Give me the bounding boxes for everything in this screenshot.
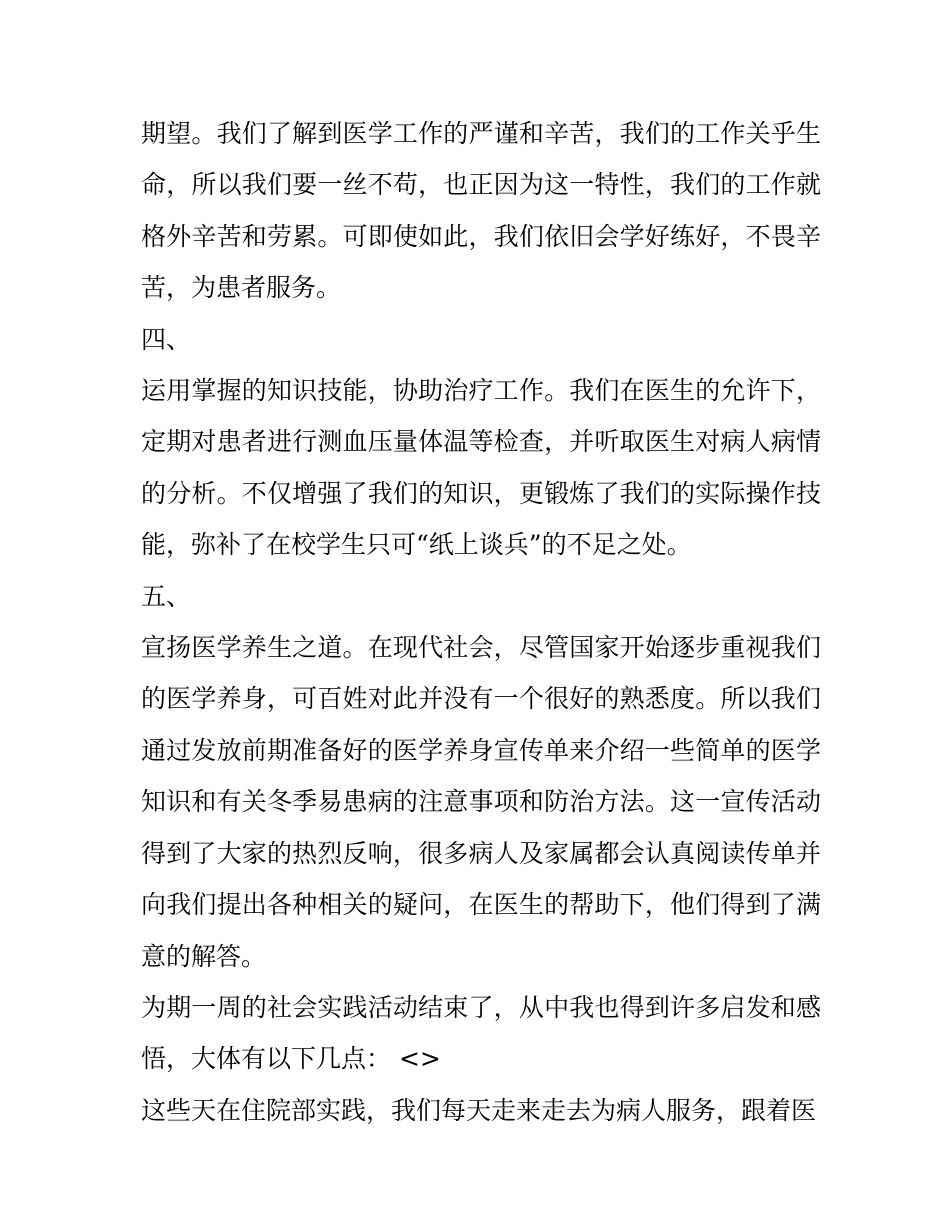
paragraph-assist-treatment: 运用掌握的知识技能，协助治疗工作。我们在医生的允许下，定期对患者进行测血压量体温等检查，并听取医生对病人病情的分析。不仅增强了我们的知识，更锻炼了我们的实际操作技能，弥补了在校学生只可“纸上谈兵”的不足之处。 [141, 376, 821, 560]
section-heading-five: 五、 [141, 581, 192, 611]
paragraph-medical-work-expectation: 期望。我们了解到医学工作的严谨和辛苦，我们的工作关乎生命，所以我们要一丝不苟，也正因为这一特性，我们的工作就格外辛苦和劳累。可即使如此，我们依旧会学好练好，不畏辛苦，为患者服务。 [141, 119, 821, 303]
section-heading-four: 四、 [141, 324, 192, 354]
paragraph-inpatient-practice: 这些天在住院部实践，我们每天走来走去为病人服务，跟着医 [141, 1095, 817, 1125]
paragraph-practice-summary: 为期一周的社会实践活动结束了，从中我也得到许多启发和感悟，大体有以下几点： <> [141, 992, 821, 1074]
paragraph-health-promotion: 宣扬医学养生之道。在现代社会，尽管国家开始逐步重视我们的医学养身，可百姓对此并没有一个很好的熟悉度。所以我们通过发放前期准备好的医学养身宣传单来介绍一些简单的医学知识和有关冬季易患病的注意事项和防治方法。这一宣传活动得到了大家的热烈反响，很多病人及家属都会认真阅读传单并向我们提出各种相关的疑问，在医生的帮助下，他们得到了满意的解答。 [141, 633, 821, 971]
document-body [141, 108, 821, 1136]
